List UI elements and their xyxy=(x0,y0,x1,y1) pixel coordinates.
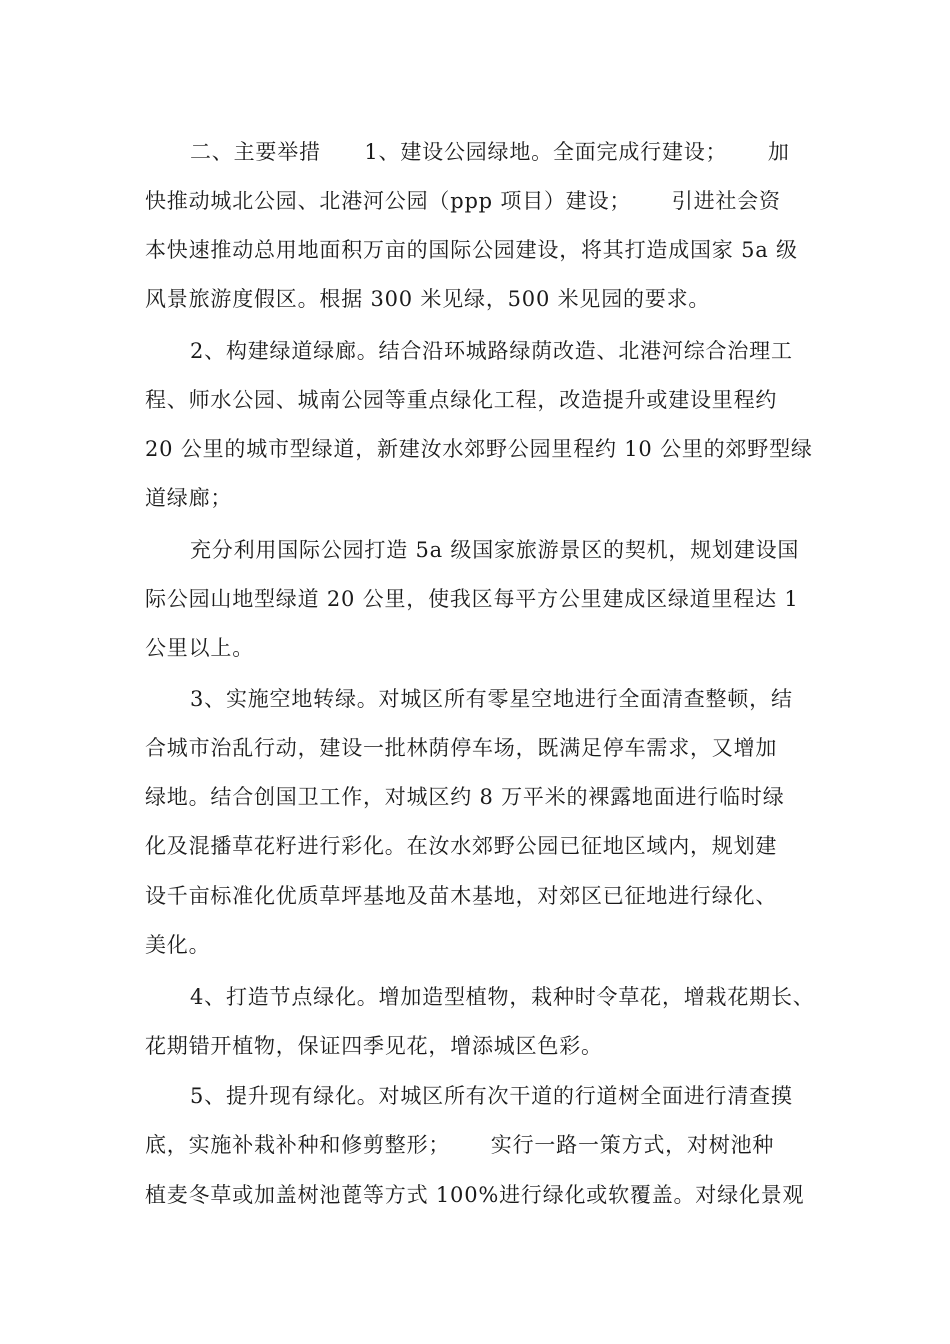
paragraph-1-line-1: 二、主要举措 1、建设公园绿地。全面完成行建设； 加 xyxy=(190,140,790,164)
paragraph-6-line-2: 底，实施补栽补种和修剪整形； 实行一路一策方式，对树池种 xyxy=(145,1133,775,1157)
paragraph-1-line-3: 本快速推动总用地面积万亩的国际公园建设，将其打造成国家 5a 级 xyxy=(145,238,798,262)
paragraph-4-line-6: 美化。 xyxy=(145,933,211,957)
paragraph-4-line-3: 绿地。结合创国卫工作，对城区约 8 万平米的裸露地面进行临时绿 xyxy=(145,785,785,809)
paragraph-1-line-4: 风景旅游度假区。根据 300 米见绿，500 米见园的要求。 xyxy=(145,287,711,311)
paragraph-3-line-3: 公里以上。 xyxy=(145,636,254,660)
paragraph-4-line-1: 3、实施空地转绿。对城区所有零星空地进行全面清查整顿，结 xyxy=(190,687,793,711)
paragraph-3-line-1: 充分利用国际公园打造 5a 级国家旅游景区的契机，规划建设国 xyxy=(190,538,800,562)
paragraph-2-line-4: 道绿廊； xyxy=(145,486,233,510)
paragraph-6-line-3: 植麦冬草或加盖树池蓖等方式 100%进行绿化或软覆盖。对绿化景观 xyxy=(145,1183,805,1207)
paragraph-5-line-2: 花期错开植物，保证四季见花，增添城区色彩。 xyxy=(145,1034,603,1058)
paragraph-4-line-5: 设千亩标准化优质草坪基地及苗木基地，对郊区已征地进行绿化、 xyxy=(145,884,778,908)
paragraph-2-line-3: 20 公里的城市型绿道，新建汝水郊野公园里程约 10 公里的郊野型绿 xyxy=(145,437,813,461)
paragraph-1-line-2: 快推动城北公园、北港河公园（ppp 项目）建设； 引进社会资 xyxy=(145,189,781,213)
paragraph-6-line-1: 5、提升现有绿化。对城区所有次干道的行道树全面进行清查摸 xyxy=(190,1084,793,1108)
paragraph-4-line-2: 合城市治乱行动，建设一批林荫停车场，既满足停车需求，又增加 xyxy=(145,736,778,760)
paragraph-2-line-1: 2、构建绿道绿廊。结合沿环城路绿荫改造、北港河综合治理工 xyxy=(190,339,793,363)
paragraph-4-line-4: 化及混播草花籽进行彩化。在汝水郊野公园已征地区域内，规划建 xyxy=(145,834,778,858)
paragraph-5-line-1: 4、打造节点绿化。增加造型植物，栽种时令草花，增栽花期长、 xyxy=(190,985,815,1009)
paragraph-3-line-2: 际公园山地型绿道 20 公里，使我区每平方公里建成区绿道里程达 1 xyxy=(145,587,799,611)
paragraph-2-line-2: 程、师水公园、城南公园等重点绿化工程，改造提升或建设里程约 xyxy=(145,388,778,412)
